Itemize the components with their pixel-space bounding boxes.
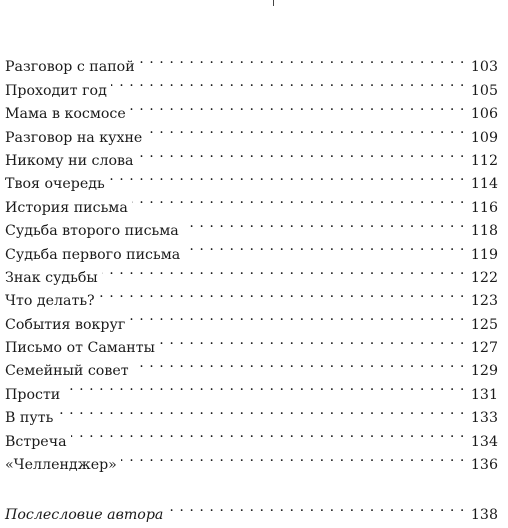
toc-entry-page: 123	[470, 293, 498, 310]
dot-leader	[138, 142, 465, 165]
toc-entry-title: Семейный совет	[5, 363, 129, 380]
dot-leader	[159, 329, 465, 352]
toc-entry-afterword	[5, 496, 498, 524]
dot-leader	[109, 165, 465, 188]
toc-entry	[5, 48, 498, 76]
dot-leader	[183, 212, 465, 235]
dot-leader	[139, 48, 465, 71]
toc-entry-title: В путь	[5, 410, 54, 427]
toc-entry-page: 112	[470, 152, 498, 169]
toc-entry-title: Что делать?	[5, 293, 95, 310]
toc-entry-page: 114	[470, 176, 498, 193]
dot-leader	[167, 496, 465, 519]
dot-leader	[133, 352, 465, 375]
toc-entry-title: Твоя очередь	[5, 176, 105, 193]
page-top-mark	[273, 0, 274, 6]
toc-entry-page: 129	[470, 363, 498, 380]
dot-leader	[64, 375, 465, 398]
dot-leader	[99, 282, 465, 305]
toc-entry-title: Письмо от Саманты	[5, 340, 155, 357]
toc-entry-page: 109	[470, 129, 498, 146]
toc-entry-title: Судьба второго письма	[5, 223, 179, 240]
dot-leader	[111, 71, 465, 94]
toc-entry-page: 119	[470, 246, 498, 263]
toc-entry-page: 118	[470, 223, 498, 240]
toc-entry-title: Встреча	[5, 433, 67, 450]
toc-entry-page: 138	[470, 507, 498, 524]
table-of-contents	[5, 48, 498, 474]
toc-entry-title: Никому ни слова	[5, 152, 134, 169]
toc-afterword-section	[5, 496, 498, 524]
toc-entry-title: Знак судьбы	[5, 269, 98, 286]
toc-entry-title: «Челленджер»	[5, 457, 117, 474]
toc-entry-title: История письма	[5, 199, 128, 216]
toc-entry-page: 106	[470, 106, 498, 123]
toc-entry-page: 125	[470, 316, 498, 333]
dot-leader	[121, 446, 465, 469]
toc-entry-title: Прости	[5, 386, 61, 403]
toc-entry-page: 134	[470, 433, 498, 450]
toc-entry	[5, 446, 498, 474]
toc-entry-title: Разговор на кухне	[5, 129, 143, 146]
toc-entry-title: Проходит год	[5, 82, 107, 99]
toc-entry	[5, 399, 498, 427]
dot-leader	[184, 235, 465, 258]
dot-leader	[102, 259, 465, 282]
toc-entry-title: События вокруг	[5, 316, 126, 333]
toc-entry	[5, 422, 498, 450]
dot-leader	[146, 118, 465, 141]
toc-entry-page: 131	[470, 386, 498, 403]
toc-entry-page: 122	[470, 269, 498, 286]
toc-entry-page: 116	[470, 199, 498, 216]
dot-leader	[132, 188, 465, 211]
toc-entry-title: Судьба первого письма	[5, 246, 181, 263]
toc-entry-page: 127	[470, 340, 498, 357]
toc-entry-page: 105	[470, 82, 498, 99]
toc-entry	[5, 375, 498, 403]
toc-entry-title: Мама в космосе	[5, 106, 126, 123]
toc-entry-page: 136	[470, 457, 498, 474]
dot-leader	[130, 95, 465, 118]
dot-leader	[57, 399, 465, 422]
toc-entry-title: Разговор с папой	[5, 59, 135, 76]
dot-leader	[71, 422, 465, 445]
toc-entry-title: Послесловие автора	[5, 507, 164, 524]
toc-entry-page: 133	[470, 410, 498, 427]
dot-leader	[129, 305, 465, 328]
toc-entry-page: 103	[470, 59, 498, 76]
